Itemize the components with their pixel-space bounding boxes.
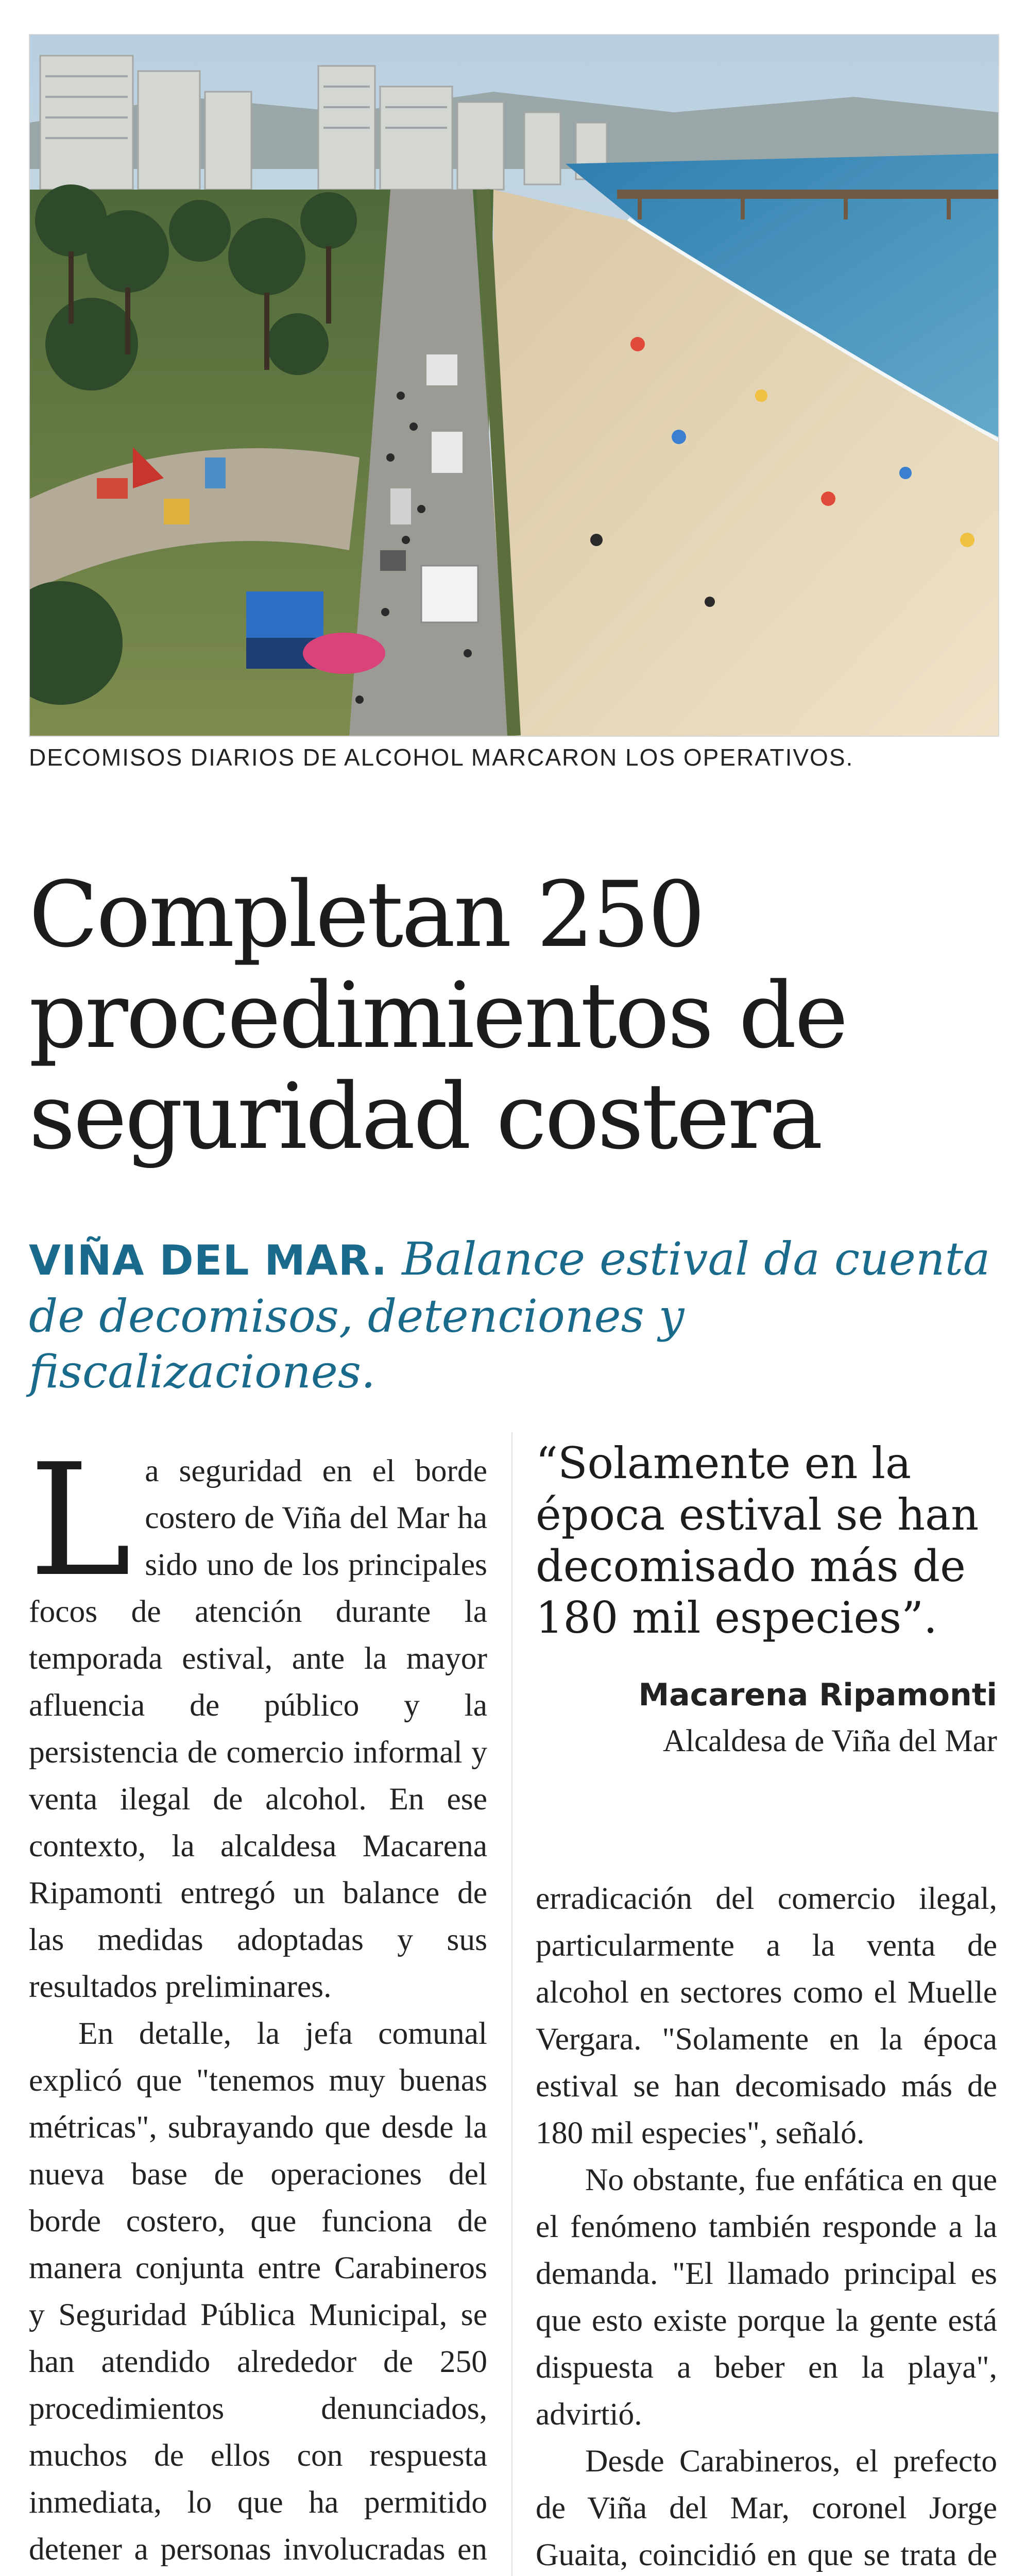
paragraph: Desde Carabineros, el prefecto de Viña del Mar, coronel Jorge Guaita, coincidió en que se trata de [536,2444,997,2572]
paragraph [29,1431,487,2010]
article-column-right [536,1875,997,2576]
quote-author: Macarena Ripamonti [638,1677,997,1713]
column-divider [511,1432,512,2576]
paragraph: erradicación del comercio ilegal, particularmente a la venta de alcohol en sectores como el Muelle Vergara. "Solamente en la época estival se han decomisado más de 180 mil especies", señaló. [536,1881,997,2150]
photo-caption: DECOMISOS DIARIOS DE ALCOHOL MARCARON LOS OPERATIVOS. [29,744,854,771]
paragraph: En detalle, la jefa comunal explicó que "tenemos muy buenas métricas", subrayando que desde la nueva base de operaciones del borde costero, que funciona de manera conjunta entre Carabineros y Seguridad Pública Municipal, se han atendido alrededor de 250 procedimientos denunciados, muchos de ellos con respuesta inmediata, lo que ha permitido detener a personas involucradas en [29,2016,487,2567]
paragraph: No obstante, fue enfática en que el fenómeno también responde a la demanda. "El llamado principal es que esto existe porque la gente está dispuesta a beber en la playa", advirtió. [536,2162,997,2432]
dateline-place: VIÑA DEL MAR. [29,1236,388,1284]
headline: Completan 250 procedimientos de seguridad costera [29,861,846,1170]
quote-author-role: Alcaldesa de Viña del Mar [662,1724,997,1758]
article-photo [29,34,999,737]
article-column-left [29,1431,487,2576]
lead-paragraph [29,1231,997,1400]
lead-summary: Balance estival da cuenta de decomisos, detenciones y fiscalizaciones. [29,1232,990,1398]
paragraph-text: a seguridad en el borde costero de Viña del Mar ha sido uno de los principales focos de atención durante la temporada estival, ante la mayor afluencia de público y la persistencia de comercio informal y venta ilegal de alcohol. En ese contexto, la alcaldesa Macarena Ripamonti entregó un balance de las medidas adoptadas y sus resultados preliminares. [29,1453,487,2004]
beach-promenade-image [30,35,998,736]
pull-quote: “Solamente en la época estival se han decomisado más de 180 mil especies”. [536,1438,979,1643]
drop-cap: L [29,1431,132,1611]
